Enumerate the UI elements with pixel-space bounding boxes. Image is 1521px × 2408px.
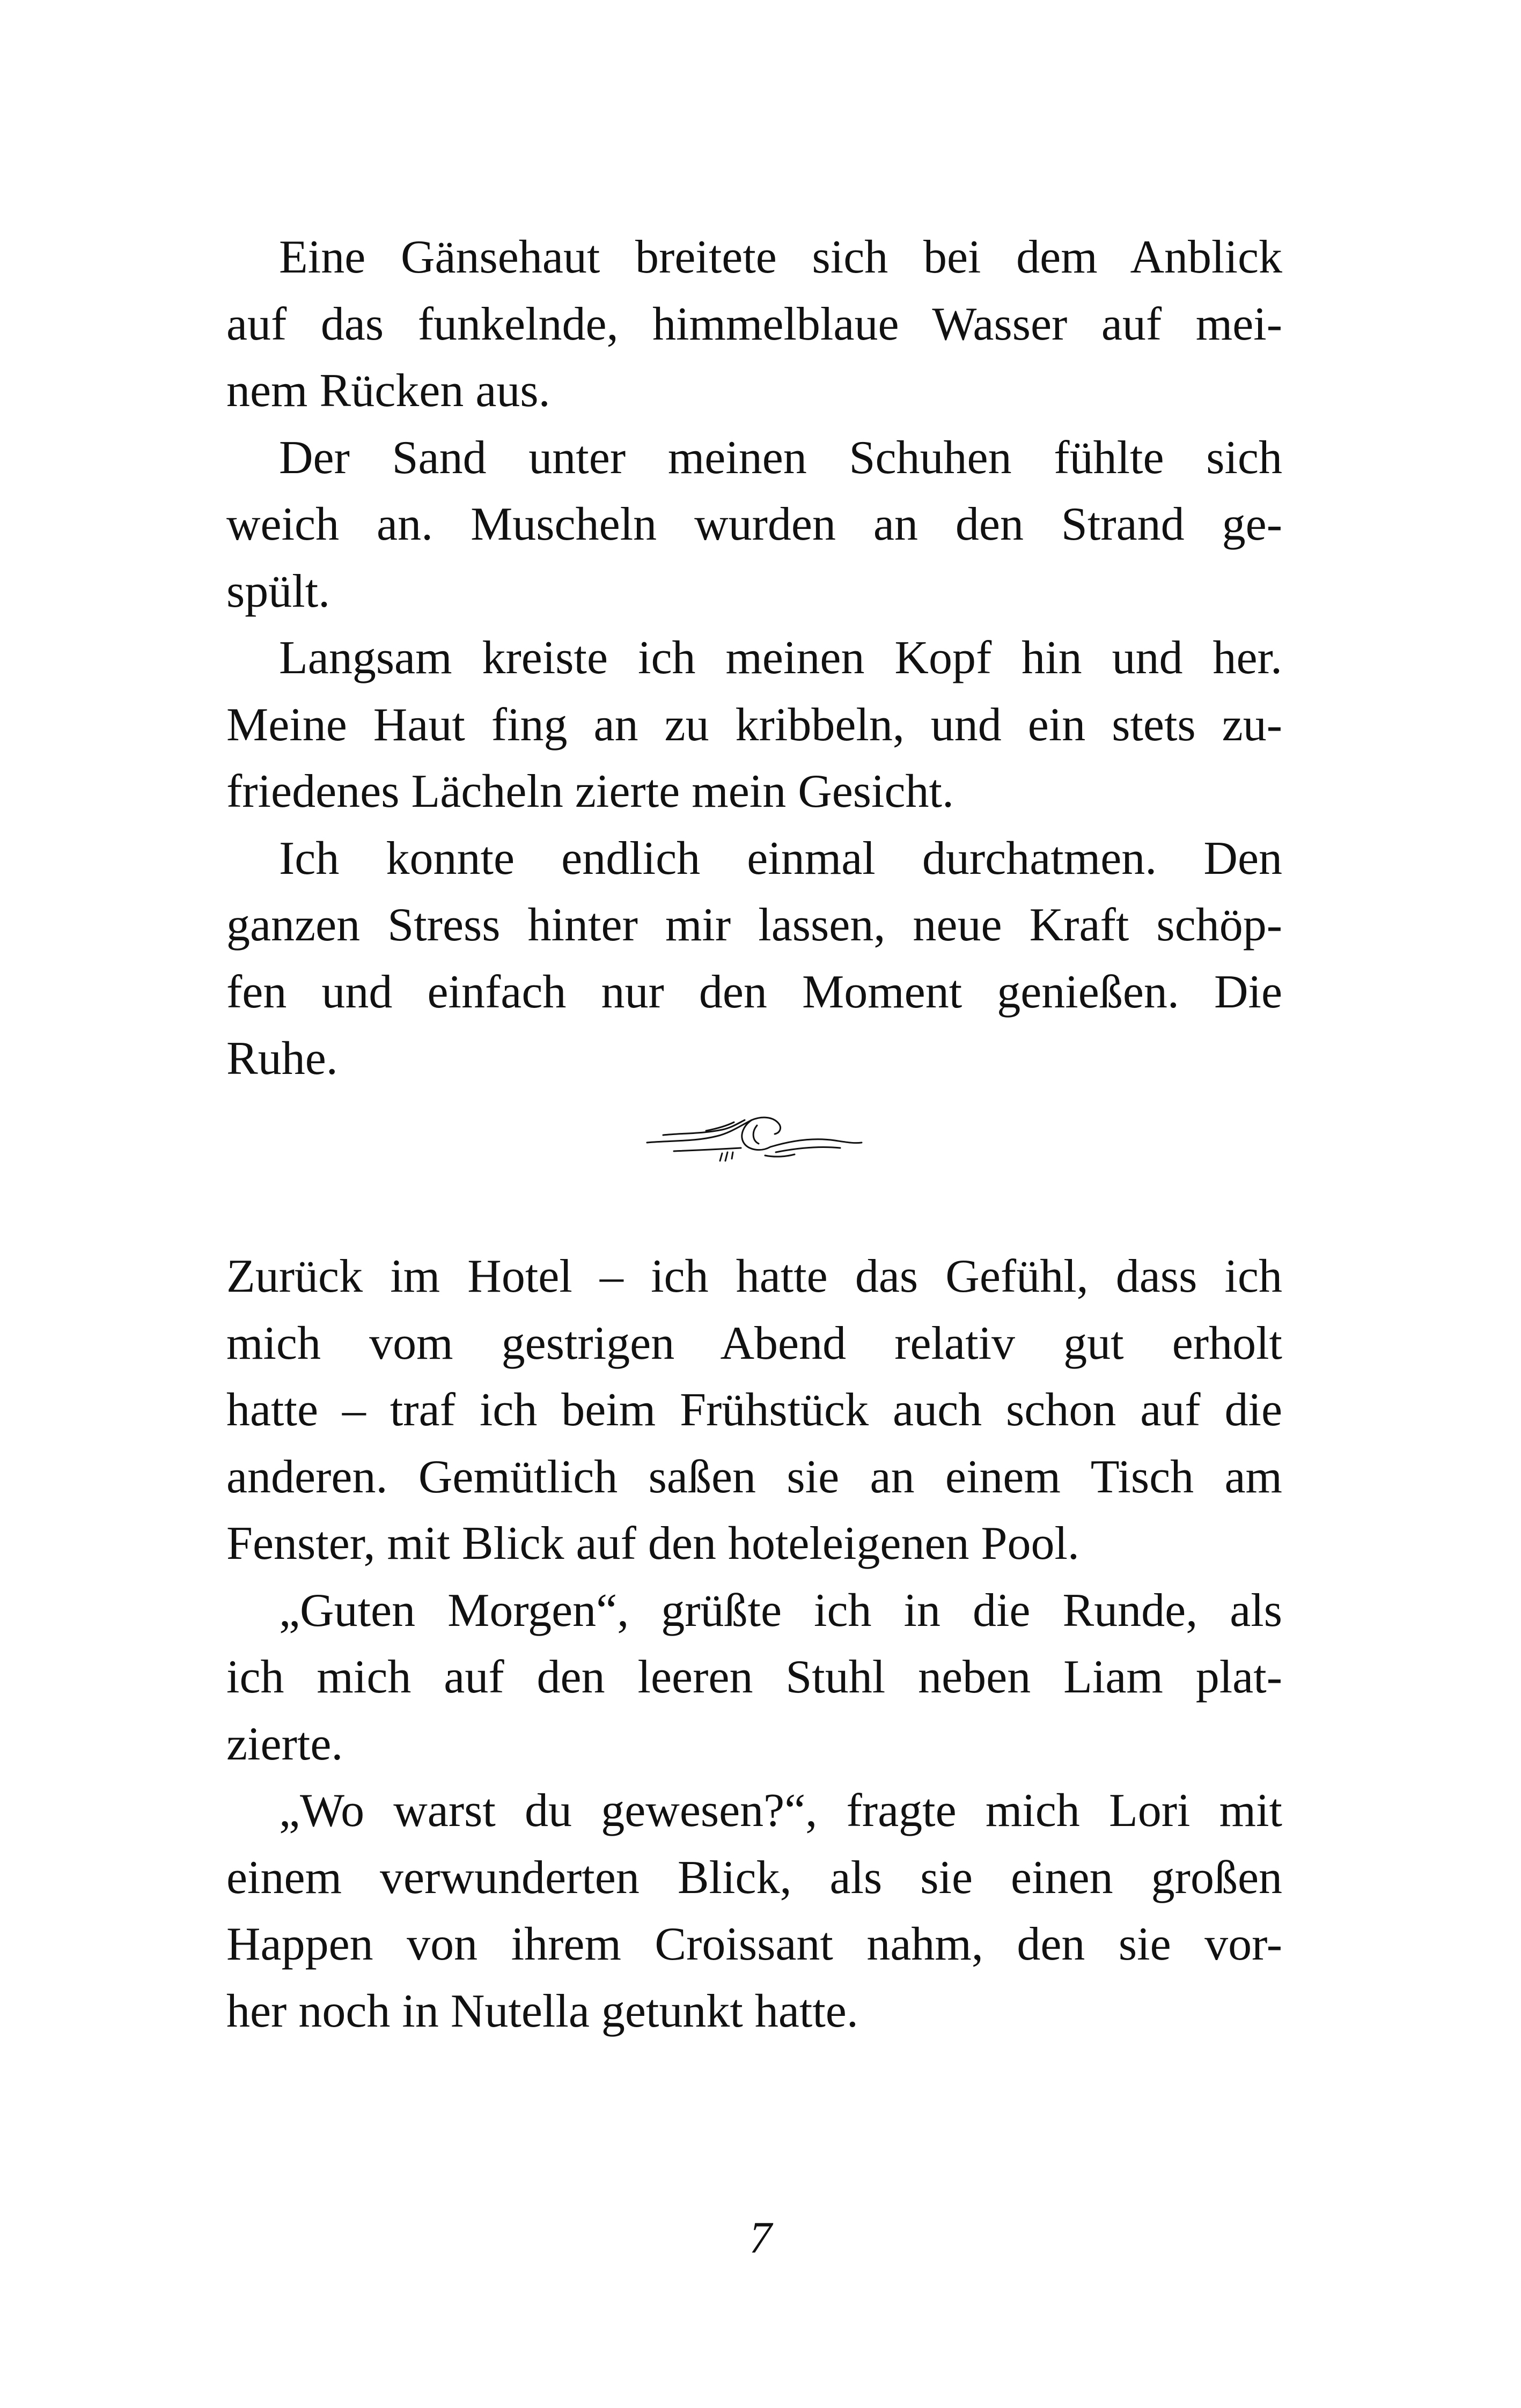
text-section-1 bbox=[226, 224, 1282, 1093]
text-line: Langsam kreiste ich meinen Kopf hin und her. bbox=[279, 632, 1282, 684]
paragraph bbox=[226, 1778, 1282, 2045]
text-line: „Guten Morgen“, grüßte ich in die Runde, als bbox=[279, 1584, 1282, 1637]
text-line: einem verwunderten Blick, als sie einen großen bbox=[226, 1851, 1282, 1904]
text-line: zierte. bbox=[226, 1718, 343, 1770]
paragraph bbox=[226, 1243, 1282, 1578]
text-line: Fenster, mit Blick auf den hoteleigenen Pool. bbox=[226, 1518, 1079, 1570]
text-line: mich vom gestrigen Abend relativ gut erholt bbox=[226, 1317, 1282, 1369]
text-section-2 bbox=[226, 1243, 1282, 2045]
text-line: Der Sand unter meinen Schuhen fühlte sich bbox=[279, 431, 1282, 484]
text-line: Eine Gänsehaut breitete sich bei dem Anblick bbox=[279, 231, 1282, 283]
page-number: 7 bbox=[749, 2213, 772, 2263]
text-line: auf das funkelnde, himmelblaue Wasser auf mei- bbox=[226, 298, 1282, 350]
text-line: hatte – traf ich beim Frühstück auch schon auf die bbox=[226, 1384, 1282, 1436]
text-line: Meine Haut fing an zu kribbeln, und ein stets zu- bbox=[226, 698, 1282, 751]
text-line: „Wo warst du gewesen?“, fragte mich Lori mit bbox=[279, 1785, 1282, 1837]
text-line: fen und einfach nur den Moment genießen. Die bbox=[226, 966, 1282, 1018]
text-line: nem Rücken aus. bbox=[226, 365, 550, 417]
wave-ornament-icon bbox=[642, 1109, 867, 1174]
paragraph bbox=[226, 1578, 1282, 1778]
text-line: ich mich auf den leeren Stuhl neben Liam plat- bbox=[226, 1651, 1282, 1703]
text-line: ganzen Stress hinter mir lassen, neue Kraft schöp- bbox=[226, 899, 1282, 951]
paragraph bbox=[226, 425, 1282, 625]
text-line: Zurück im Hotel – ich hatte das Gefühl, dass ich bbox=[226, 1250, 1282, 1302]
text-line: weich an. Muscheln wurden an den Strand ge- bbox=[226, 498, 1282, 550]
text-line: Ich konnte endlich einmal durchatmen. Den bbox=[279, 832, 1282, 885]
paragraph bbox=[226, 826, 1282, 1093]
text-line: Happen von ihrem Croissant nahm, den sie vor- bbox=[226, 1918, 1282, 1970]
paragraph bbox=[226, 625, 1282, 826]
text-line: anderen. Gemütlich saßen sie an einem Tisch am bbox=[226, 1450, 1282, 1503]
text-line: friedenes Lächeln zierte mein Gesicht. bbox=[226, 765, 954, 818]
text-line: Ruhe. bbox=[226, 1033, 338, 1085]
text-line: her noch in Nutella getunkt hatte. bbox=[226, 1985, 858, 2037]
paragraph bbox=[226, 224, 1282, 425]
text-line: spült. bbox=[226, 565, 330, 617]
